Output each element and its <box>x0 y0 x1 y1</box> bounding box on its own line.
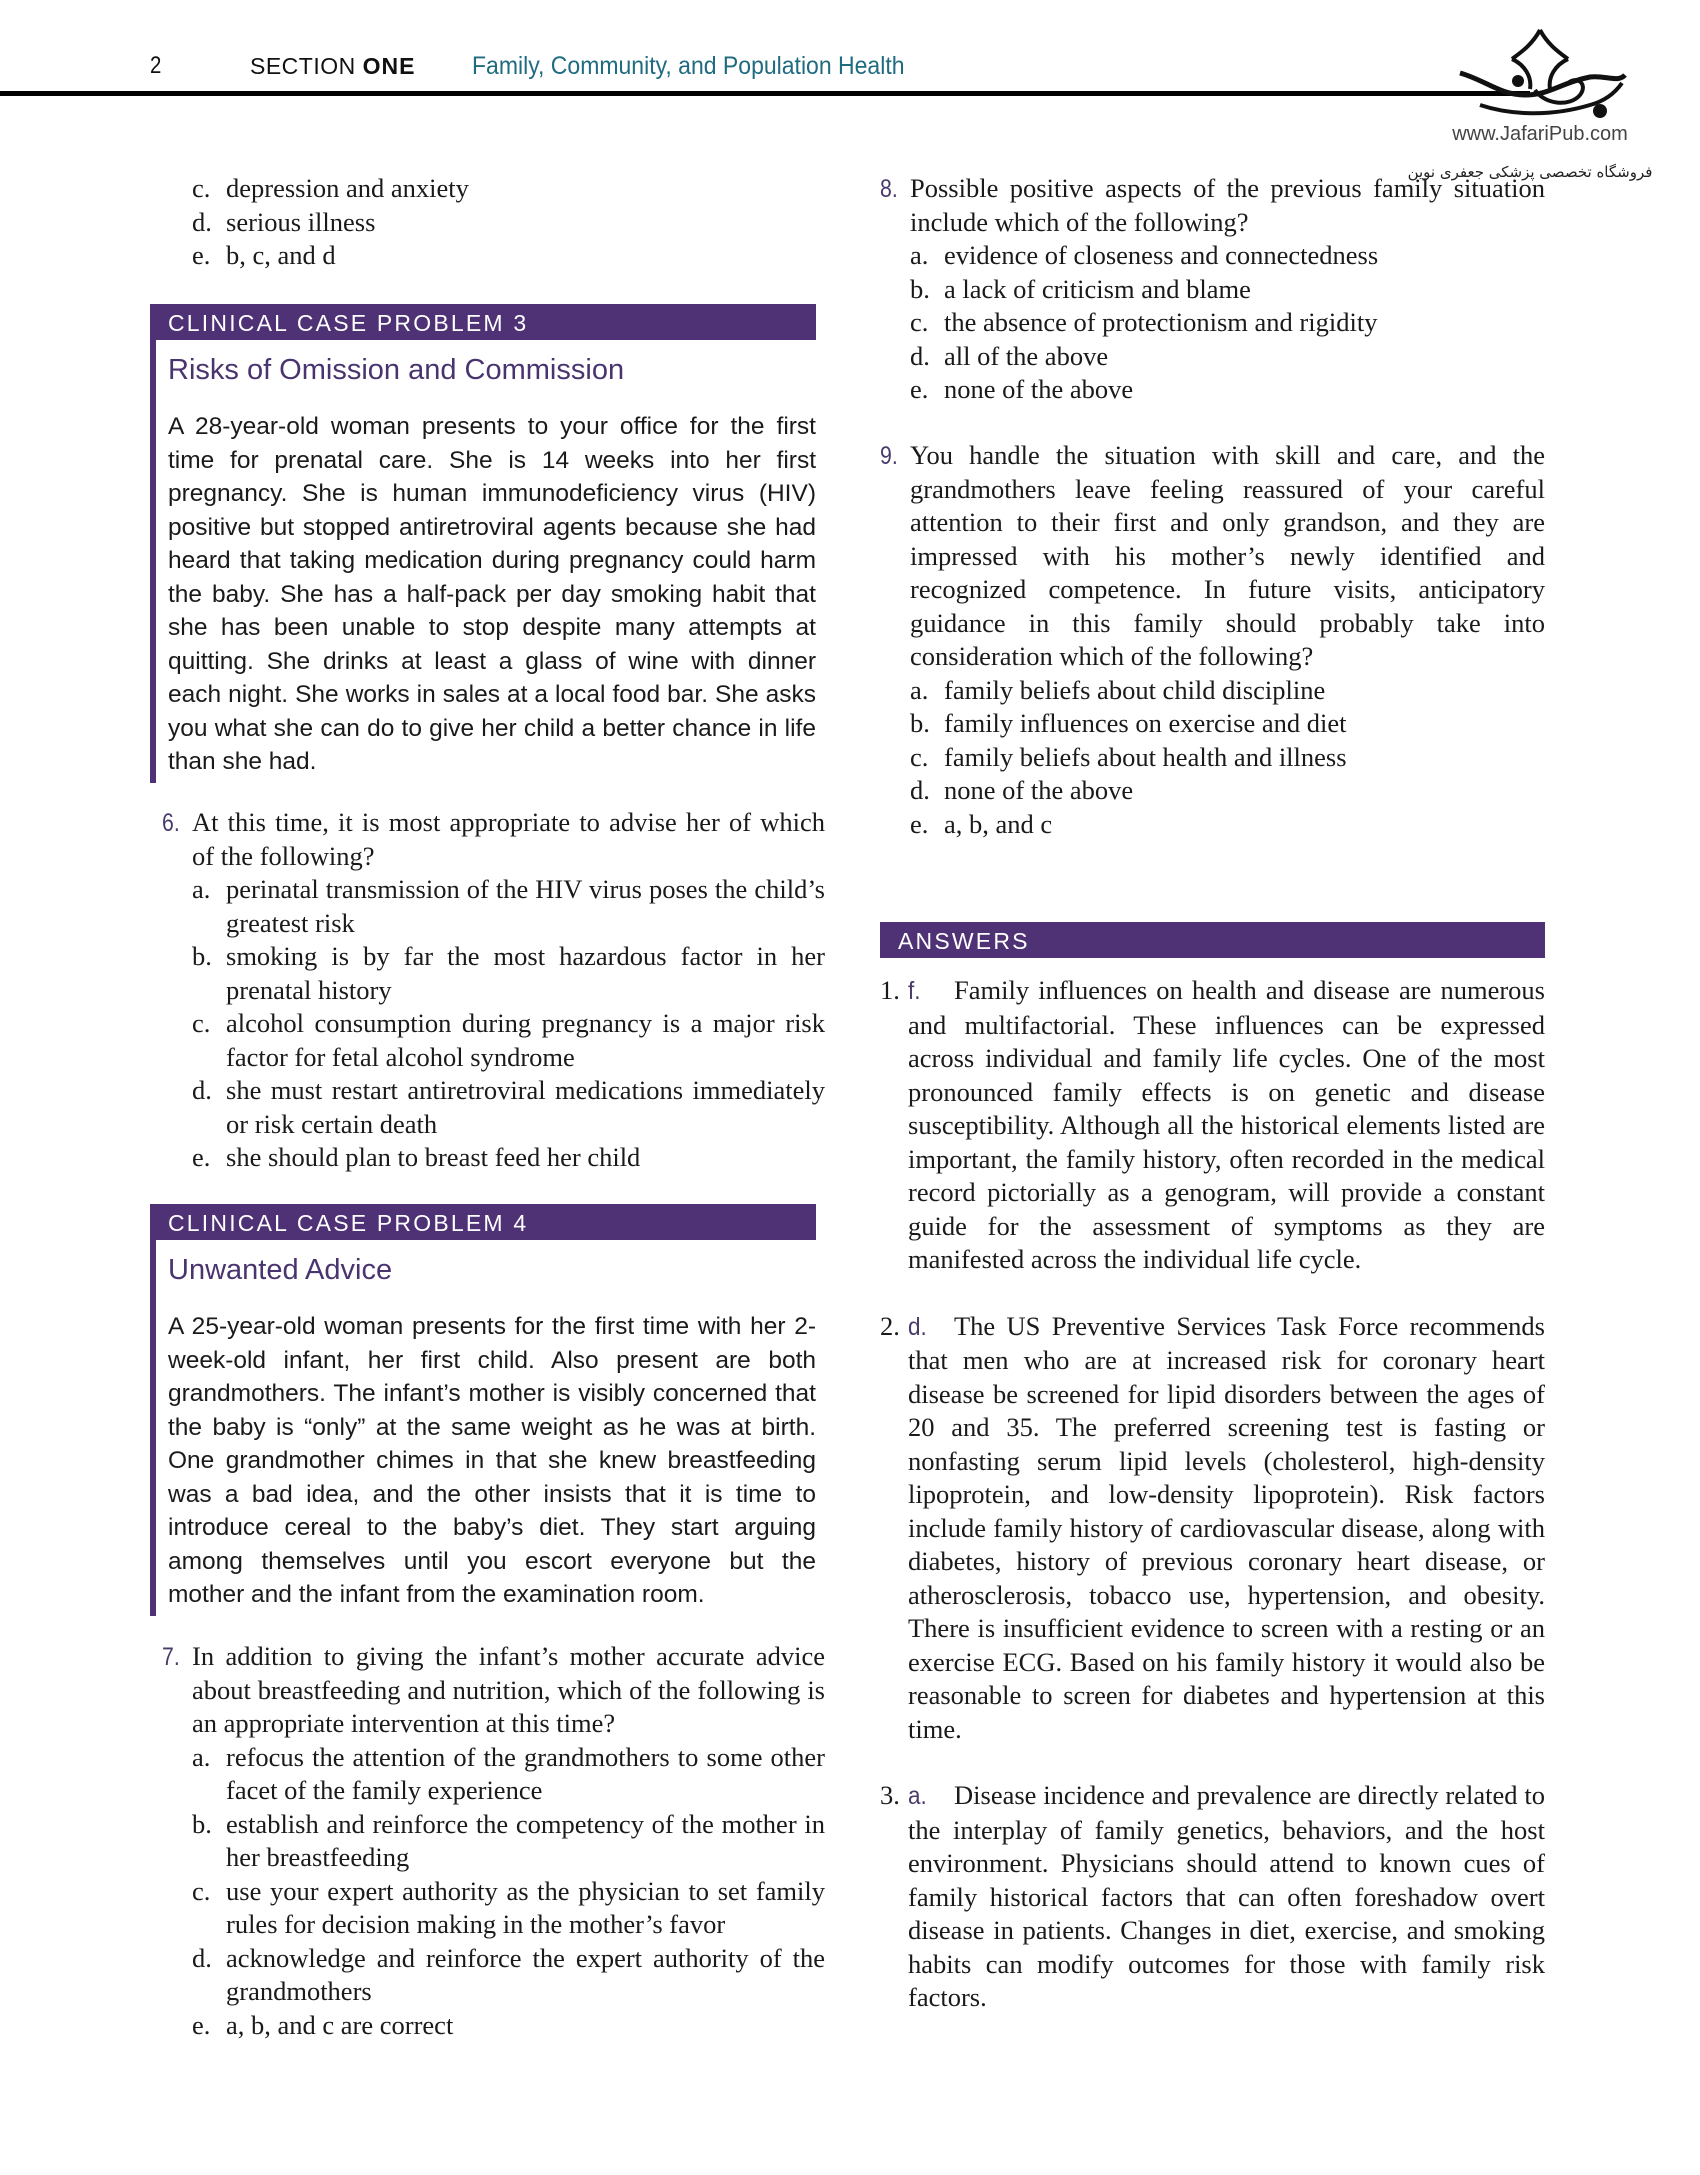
section-prefix: SECTION <box>250 53 356 79</box>
case-description: A 25-year-old woman presents for the first time with her 2-week-old infant, her first child. Also present are both grandmothers. The infant’s mother is visibly concerned that the baby is “only” at the same weight as he was at birth. One grandmother chimes in that she knew breastfeeding was a bad idea, and the other insists that it is time to introduce cereal to the baby’s diet. They start arguing among themselves until you escort everyone but the mother and the infant from the examination room. <box>168 1313 816 1608</box>
answer-number: 2. <box>880 1310 900 1341</box>
header-rule <box>0 91 1530 96</box>
answers-list <box>880 974 1545 2015</box>
answer-number: 1. <box>880 975 900 1005</box>
answer-option[interactable]: b. family influences on exercise and diet <box>910 708 1347 738</box>
case-description: A 28-year-old woman presents to your office for the first time for prenatal care. She is 14 weeks into her first pregnancy. She is human immunodeficiency virus (HIV) positive but stopped antiretroviral agents because she had heard that taking medication during pregnancy could harm the baby. She has a half-pack per day smoking habit that she has been unable to stop despite many attempts at quitting. She drinks at least a glass of wine with dinner each night. She works in sales at a local food bar. She asks you what she can do to give her child a better chance in life than she had. <box>168 413 816 775</box>
answer-option[interactable]: b. a lack of criticism and blame <box>910 273 1251 304</box>
answer-option[interactable]: e. a, b, and c <box>910 808 1053 839</box>
question-8 <box>880 172 1545 407</box>
publisher-url: www.JafariPub.com <box>1452 123 1628 145</box>
question-number: 9. <box>880 442 898 470</box>
question-text: In addition to giving the infant’s mother accurate advice about breastfeeding and nutrition, which of the following is an appropriate intervention at this time? <box>192 1641 825 1738</box>
answer-option[interactable]: e. a, b, and c are correct <box>192 2009 454 2040</box>
question-9 <box>880 439 1545 841</box>
case-body <box>150 1240 816 1616</box>
answer-explanation: Family influences on health and disease are numerous and multifactorial. These influences can be expressed across individual and family life cycles. One of the most pronounced family effects is on genetic and disease susceptibility. Although all the historical elements listed are important, the family history, often recorded in the medical record pictorially as a genogram, will provide a constant guide for the assessment of symptoms as they are manifested across the individual life cycle. <box>908 975 1545 1274</box>
question-number: 6. <box>162 809 180 837</box>
page-number: 2 <box>150 52 162 79</box>
clinical-case-3 <box>150 304 816 783</box>
answer-key: d. <box>908 1312 927 1341</box>
question-number: 7. <box>162 1643 180 1671</box>
answer-explanation: The US Preventive Services Task Force recommends that men who are at increased risk for coronary heart disease be screened for lipid disorders between the ages of 20 and 35. The preferred screening test is fasting or nonfasting serum lipid levels (cholesterol, high-density lipoprotein, and low-density lipoprotein). Risk factors include family history of cardiovascular disease, along with diabetes, history of previous coronary heart disease, or atherosclerosis, tobacco use, hypertension, and obesity. There is insufficient evidence to screen with a resting or an exercise ECG. Based on his family history it would also be reasonable to screen for diabetes and hypertension at this time. <box>908 1310 1545 1744</box>
answer-option[interactable]: e. b, c, and d <box>192 240 336 270</box>
question-number: 8. <box>880 175 898 203</box>
publisher-persian-text: فروشگاه تخصصی پزشکی جعفری نوین <box>1407 163 1653 181</box>
answer-option[interactable]: c. depression and anxiety <box>192 173 469 203</box>
answer-option[interactable]: e. she should plan to breast feed her child <box>192 1142 641 1172</box>
case-title: Unwanted Advice <box>168 1254 393 1286</box>
answer-explanation: Disease incidence and prevalence are directly related to the interplay of family genetics, behaviors, and the host environment. Physicians should attend to known cues of family historical factors that can often foreshadow overt disease in patients. Changes in diet, exercise, and smoking habits can modify outcomes for those with family risk factors. <box>908 1780 1545 2012</box>
answer-option[interactable]: e. none of the above <box>910 374 1134 404</box>
case-header-bar: CLINICAL CASE PROBLEM 3 <box>150 304 816 340</box>
case-body <box>150 340 816 783</box>
clinical-case-4 <box>150 1204 816 1616</box>
answer-option[interactable]: a. perinatal transmission of the HIV virus poses the child’s greatest risk <box>192 874 825 938</box>
answer-option[interactable]: c. the absence of protectionism and rigidity <box>910 307 1378 337</box>
answer-option[interactable]: a. evidence of closeness and connectedness <box>910 240 1379 270</box>
answer-option[interactable]: d. serious illness <box>192 206 376 237</box>
question-text: At this time, it is most appropriate to advise her of which of the following? <box>192 807 825 871</box>
answer-option[interactable]: a. refocus the attention of the grandmothers to some other facet of the family experience <box>192 1741 825 1805</box>
answer-option[interactable]: d. she must restart antiretroviral medications immediately or risk certain death <box>192 1075 825 1139</box>
answer-item <box>880 1779 1545 2015</box>
answer-item <box>880 1310 1545 1747</box>
answer-option[interactable]: c. alcohol consumption during pregnancy is a major risk factor for fetal alcohol syndrome <box>192 1008 825 1072</box>
answer-option[interactable]: d. all of the above <box>910 340 1109 371</box>
question-7 <box>162 1640 825 2042</box>
answer-option[interactable]: b. establish and reinforce the competency of the mother in her breastfeeding <box>192 1808 825 1872</box>
answer-option[interactable]: a. family beliefs about child discipline <box>910 674 1326 705</box>
question-6 <box>162 806 825 1175</box>
answers-header-bar: ANSWERS <box>880 922 1545 958</box>
answer-option[interactable]: d. none of the above <box>910 775 1134 805</box>
answer-key: f. <box>908 977 921 1005</box>
publisher-logo-icon <box>1440 25 1640 125</box>
answer-key: a. <box>908 1782 927 1810</box>
question-5-continued-options <box>192 172 825 273</box>
section-label <box>250 53 415 80</box>
answer-option[interactable]: c. family beliefs about health and illness <box>910 741 1347 772</box>
case-title: Risks of Omission and Commission <box>168 354 625 386</box>
answer-option[interactable]: c. use your expert authority as the physician to set family rules for decision making in the mother’s favor <box>192 1875 825 1939</box>
answer-option[interactable]: d. acknowledge and reinforce the expert authority of the grandmothers <box>192 1942 825 2006</box>
section-title: Family, Community, and Population Health <box>472 52 905 80</box>
answer-number: 3. <box>880 1780 900 1810</box>
answer-option[interactable]: b. smoking is by far the most hazardous factor in her prenatal history <box>192 941 825 1005</box>
question-text: You handle the situation with skill and care, and the grandmothers leave feeling reassured of your careful attention to their first and only grandson, and they are impressed with his mother’s newly identified and recognized competence. In future visits, anticipatory guidance in this family should probably take into consideration which of the following? <box>910 440 1545 671</box>
section-number: ONE <box>362 53 416 79</box>
answer-item <box>880 974 1545 1277</box>
question-text: Possible positive aspects of the previous family situation include which of the following? <box>910 173 1545 237</box>
case-header-bar: CLINICAL CASE PROBLEM 4 <box>150 1204 816 1240</box>
